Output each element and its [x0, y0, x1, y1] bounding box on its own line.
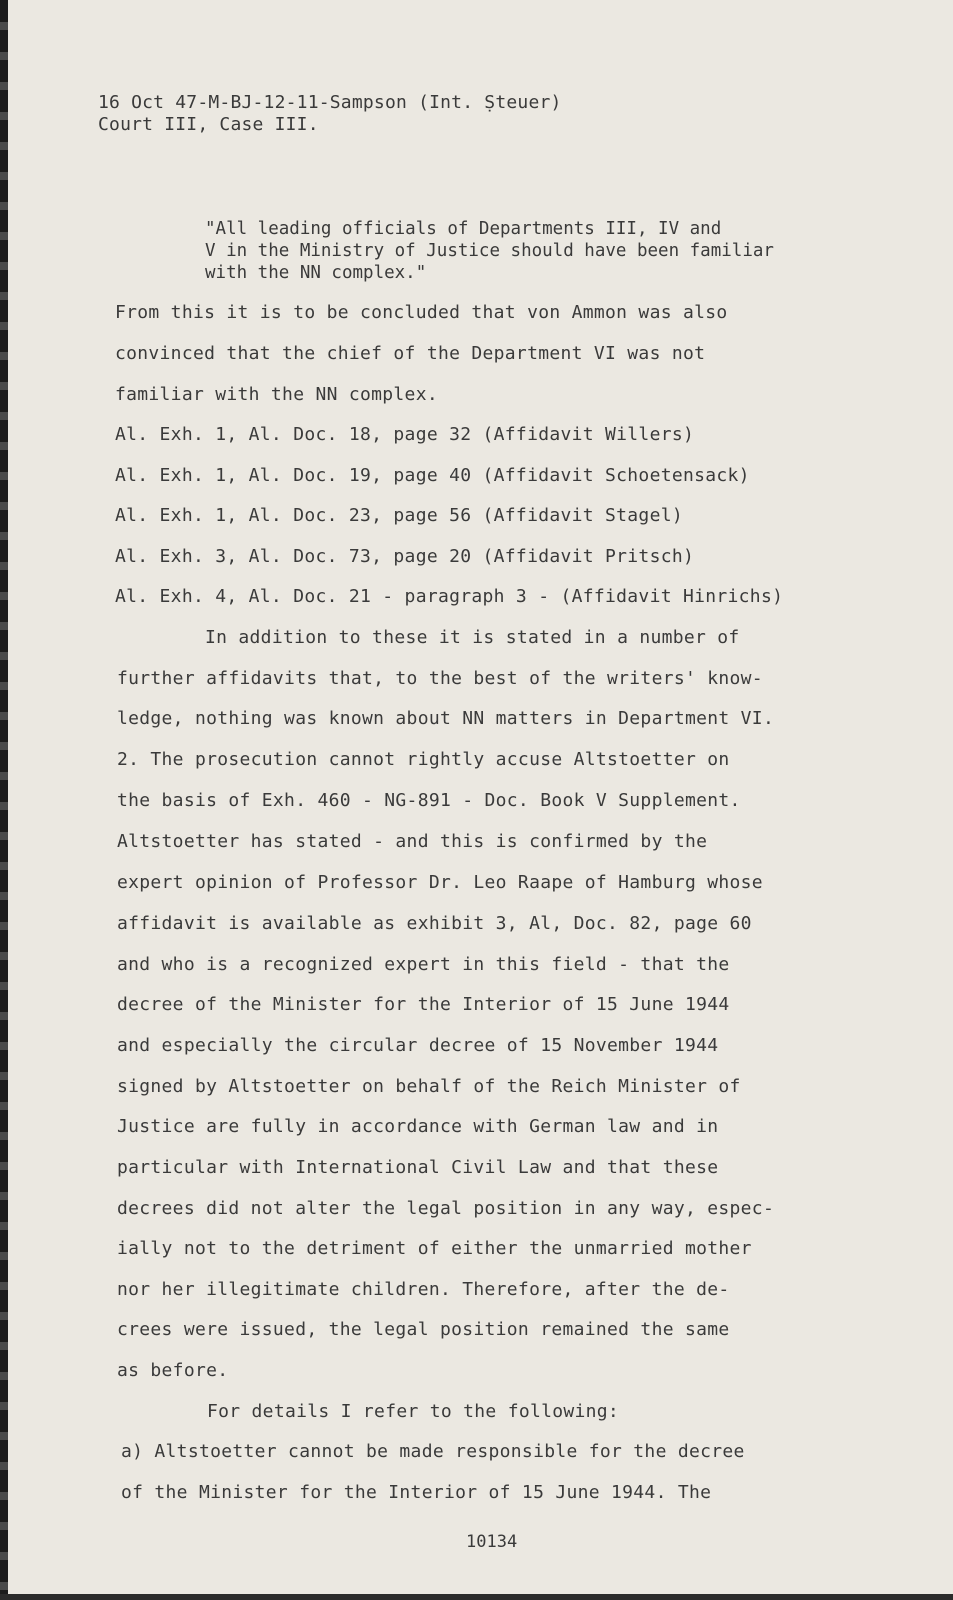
quote-line: with the NN complex." — [205, 263, 427, 283]
body-line: convinced that the chief of the Department VI was not — [115, 343, 706, 364]
body-line: decrees did not alter the legal position in any way, espec- — [117, 1198, 775, 1219]
body-line: as before. — [117, 1360, 229, 1381]
body-line: and who is a recognized expert in this field - that the — [117, 954, 730, 975]
quote-line: V in the Ministry of Justice should have been familiar — [205, 241, 774, 261]
body-line: ledge, nothing was known about NN matters in Department VI. — [117, 708, 775, 729]
exhibit-citation: Al. Exh. 4, Al. Doc. 21 - paragraph 3 - (Affidavit Hinrichs) — [115, 586, 784, 607]
body-line: affidavit is available as exhibit 3, Al, Doc. 82, page 60 — [117, 913, 752, 934]
body-line: 2. The prosecution cannot rightly accuse Altstoetter on — [117, 749, 730, 770]
body-line: a) Altstoetter cannot be made responsible for the decree — [121, 1441, 745, 1462]
body-line: nor her illegitimate children. Therefore, after the de- — [117, 1279, 730, 1300]
body-line: further affidavits that, to the best of the writers' know- — [117, 668, 763, 689]
exhibit-citation: Al. Exh. 1, Al. Doc. 23, page 56 (Affidavit Stagel) — [115, 505, 683, 526]
page-number: 10134 — [466, 1532, 518, 1552]
body-line: particular with International Civil Law and that these — [117, 1157, 719, 1178]
scan-bottom-edge — [0, 1594, 953, 1600]
exhibit-citation: Al. Exh. 1, Al. Doc. 19, page 40 (Affidavit Schoetensack) — [115, 465, 750, 486]
header-line-2: Court III, Case III. — [98, 114, 319, 135]
quote-line: "All leading officials of Departments III, IV and — [205, 219, 722, 239]
body-line: decree of the Minister for the Interior of 15 June 1944 — [117, 994, 730, 1015]
body-line: For details I refer to the following: — [207, 1401, 620, 1422]
quoted-passage — [205, 218, 774, 284]
body-line: signed by Altstoetter on behalf of the Reich Minister of — [117, 1076, 741, 1097]
body-line: Altstoetter has stated - and this is confirmed by the — [117, 831, 708, 852]
body-line: In addition to these it is stated in a number of — [205, 627, 740, 648]
body-line: ially not to the detriment of either the unmarried mother — [117, 1238, 752, 1259]
body-line: the basis of Exh. 460 - NG-891 - Doc. Book V Supplement. — [117, 790, 741, 811]
body-line: From this it is to be concluded that von Ammon was also — [115, 302, 728, 323]
exhibit-citation: Al. Exh. 3, Al. Doc. 73, page 20 (Affidavit Pritsch) — [115, 546, 695, 567]
binding-edge — [0, 0, 8, 1600]
exhibit-citation: Al. Exh. 1, Al. Doc. 18, page 32 (Affidavit Willers) — [115, 424, 695, 445]
body-line: familiar with the NN complex. — [115, 384, 438, 405]
body-line: expert opinion of Professor Dr. Leo Raape of Hamburg whose — [117, 872, 763, 893]
body-line: and especially the circular decree of 15 November 1944 — [117, 1035, 719, 1056]
body-line: crees were issued, the legal position remained the same — [117, 1319, 730, 1340]
body-line: Justice are fully in accordance with German law and in — [117, 1116, 719, 1137]
body-line: of the Minister for the Interior of 15 June 1944. The — [121, 1482, 712, 1503]
header-line-1: 16 Oct 47-M-BJ-12-11-Sampson (Int. Ṣteuer) — [98, 92, 562, 113]
